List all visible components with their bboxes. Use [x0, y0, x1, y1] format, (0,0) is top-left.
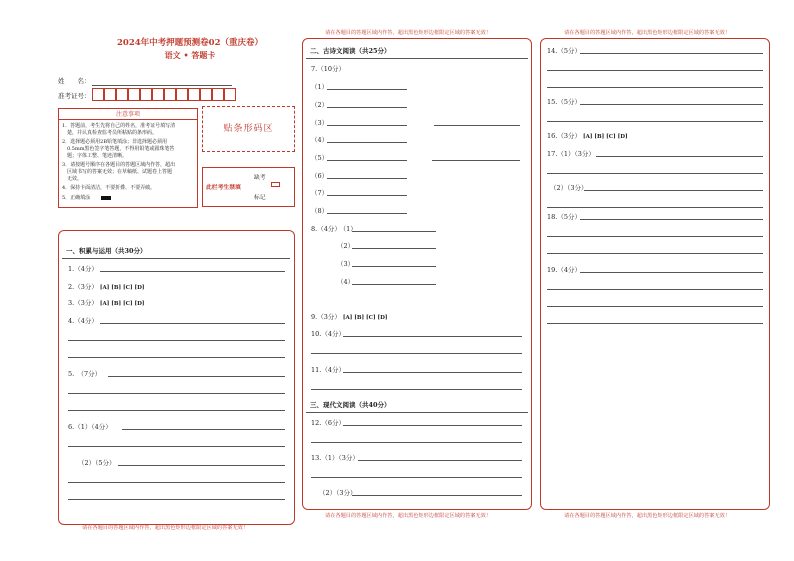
- q13-1-answer-line[interactable]: [311, 477, 522, 478]
- q7-item-1: （1）: [311, 83, 329, 91]
- q7-item-3: （3）: [311, 119, 329, 127]
- q5-answer-line[interactable]: [68, 393, 285, 394]
- id-label: 准考证号：: [58, 92, 91, 100]
- q13-1-answer-line[interactable]: [358, 460, 522, 461]
- q7-item-5: （5）: [311, 154, 329, 162]
- q6-1-answer-line[interactable]: [122, 429, 285, 430]
- section-2-divider: [306, 58, 528, 59]
- notice-line: 1．答题前，考生先将自己的姓名，准考证号填写清: [62, 123, 176, 129]
- page-title: 2024年中考押题预测卷02（重庆卷）: [117, 38, 263, 48]
- q7-item-6: （6）: [311, 172, 329, 180]
- q7-answer-line[interactable]: [327, 89, 407, 90]
- q8-item-2: （2）: [337, 242, 355, 250]
- q12-label: 12.（6分）: [311, 419, 345, 427]
- q8-answer-line[interactable]: [352, 284, 436, 285]
- q4-answer-line[interactable]: [68, 340, 285, 341]
- q13-2-label: （2）（3分）: [319, 489, 357, 497]
- q7-answer-line[interactable]: [432, 160, 520, 161]
- q14-answer-line[interactable]: [580, 53, 763, 54]
- q3-label: 3.（3分） [A] [B] [C] [D]: [68, 299, 145, 307]
- page-subtitle: 语文 • 答题卡: [164, 50, 216, 60]
- absent-bottom-label: 标记: [254, 195, 266, 201]
- q3-options[interactable]: [A] [B] [C] [D]: [99, 301, 145, 307]
- q14-label: 14.（5分）: [547, 47, 581, 55]
- notice-fill-example: 5．正确填涂: [62, 195, 91, 201]
- section-3-title: 三、现代文阅读（共40分）: [310, 401, 391, 409]
- q19-answer-line[interactable]: [547, 306, 763, 307]
- notice-title: 注意事项: [59, 109, 197, 120]
- panel-2-top-warning: 请在各题目的答题区域内作答，超出黑色矩形边框限定区域的答案无效！: [325, 30, 492, 36]
- q7-item-4: （4）: [311, 136, 329, 144]
- notice-line: 区域书写的答案无效；在草稿纸、试题卷上答题: [62, 169, 173, 175]
- q7-label: 7.（10分）: [311, 65, 345, 73]
- absent-top-label: 缺考: [254, 175, 266, 181]
- q11-answer-line[interactable]: [311, 389, 522, 390]
- q12-answer-line[interactable]: [343, 425, 522, 426]
- q7-item-2: （2）: [311, 101, 329, 109]
- q17-2-answer-line[interactable]: [547, 207, 763, 208]
- q14-answer-line[interactable]: [547, 87, 763, 88]
- q8-label: 8.（4分） （1）: [311, 225, 357, 233]
- q7-answer-line[interactable]: [327, 160, 407, 161]
- q5-label: 5. （7分）: [68, 370, 102, 378]
- q18-answer-line[interactable]: [547, 253, 763, 254]
- q9-label: 9.（3分） [A] [B] [C] [D]: [311, 313, 388, 321]
- q8-answer-line[interactable]: [352, 266, 436, 267]
- q17-2-answer-line[interactable]: [584, 190, 763, 191]
- q18-answer-line[interactable]: [547, 236, 763, 237]
- q4-answer-line[interactable]: [68, 357, 285, 358]
- section-1-title: 一、积累与运用（共30分）: [66, 247, 147, 255]
- q11-answer-line[interactable]: [343, 372, 522, 373]
- q8-answer-line[interactable]: [352, 231, 436, 232]
- q19-answer-line[interactable]: [547, 323, 763, 324]
- q7-answer-line[interactable]: [327, 195, 407, 196]
- q6-1-label: 6.（1）（4分）: [68, 423, 112, 431]
- q18-label: 18.（5分）: [547, 213, 581, 221]
- barcode-area: [202, 106, 295, 152]
- panel-3-top-warning: 请在各题目的答题区域内作答，超出黑色矩形边框限定区域的答案无效！: [564, 30, 731, 36]
- section-2-title: 二、古诗文阅读（共25分）: [310, 47, 391, 55]
- notice-line: 题；字体工整、笔迹清晰。: [62, 153, 128, 159]
- q8-answer-line[interactable]: [352, 248, 436, 249]
- q16-options[interactable]: [A] [B] [C] [D]: [582, 134, 628, 140]
- section-1-divider: [62, 258, 290, 259]
- q5-answer-line[interactable]: [68, 410, 285, 411]
- q14-answer-line[interactable]: [547, 70, 763, 71]
- q6-1-answer-line[interactable]: [68, 446, 285, 447]
- q7-item-7: （7）: [311, 189, 329, 197]
- q2-options[interactable]: [A] [B] [C] [D]: [99, 285, 145, 291]
- panel-1-warning: 请在各题目的答题区域内作答，超出黑色矩形边框限定区域的答案无效！: [82, 525, 249, 531]
- absent-checkbox[interactable]: [271, 182, 280, 187]
- q15-label: 15.（5分）: [547, 98, 581, 106]
- q7-answer-line[interactable]: [327, 125, 407, 126]
- q17-2-label: （2）（3分）: [550, 184, 588, 192]
- q17-1-label: 17.（1）（3分）: [547, 150, 595, 158]
- absent-note: 此栏考生禁填: [206, 185, 241, 191]
- section-3-divider: [306, 412, 528, 413]
- q17-1-answer-line[interactable]: [596, 156, 763, 157]
- q7-item-8: （8）: [311, 207, 329, 215]
- q2-label: 2.（3分） [A] [B] [C] [D]: [68, 283, 145, 291]
- q10-answer-line[interactable]: [311, 353, 522, 354]
- notice-line: 无效。: [62, 176, 83, 182]
- q19-label: 19.（4分）: [547, 266, 581, 274]
- q13-2-answer-line[interactable]: [352, 495, 522, 496]
- notice-box: [58, 108, 198, 208]
- notice-line: 楚，并认真检查监考员所粘贴的条形码。: [62, 130, 158, 136]
- q19-answer-line[interactable]: [547, 289, 763, 290]
- q12-answer-line[interactable]: [311, 442, 522, 443]
- q16-label: 16.（3分） [A] [B] [C] [D]: [547, 132, 628, 140]
- q8-item-3: （3）: [337, 260, 355, 268]
- absent-box: [202, 167, 295, 207]
- answer-panel-3: [540, 38, 770, 510]
- q18-answer-line[interactable]: [580, 219, 763, 220]
- q7-answer-line[interactable]: [327, 213, 407, 214]
- filled-mark-icon: [101, 196, 111, 200]
- q4-answer-line[interactable]: [100, 323, 285, 324]
- q9-options[interactable]: [A] [B] [C] [D]: [342, 315, 388, 321]
- q10-label: 10.（4分）: [311, 330, 345, 338]
- q11-label: 11.（4分）: [311, 366, 345, 374]
- q8-item-4: （4）: [337, 278, 355, 286]
- q6-2-answer-line[interactable]: [68, 499, 285, 500]
- name-field[interactable]: [92, 85, 232, 86]
- q15-answer-line[interactable]: [580, 104, 763, 105]
- name-label: 姓 名：: [58, 77, 91, 85]
- q13-1-label: 13.（1）（3分）: [311, 454, 359, 462]
- q7-answer-line[interactable]: [327, 178, 407, 179]
- q10-answer-line[interactable]: [343, 336, 522, 337]
- q15-answer-line[interactable]: [547, 121, 763, 122]
- q6-2-answer-line[interactable]: [68, 482, 285, 483]
- q4-label: 4.（4分）: [68, 317, 98, 325]
- q6-2-label: （2）（5分）: [78, 459, 116, 467]
- q19-answer-line[interactable]: [580, 272, 763, 273]
- answer-panel-2: [302, 38, 532, 510]
- barcode-label: 贴条形码区: [223, 124, 274, 134]
- notice-line: 3．请按题号顺序在各题目的答题区域内作答，超出: [62, 162, 176, 168]
- panel-3-bottom-warning: 请在各题目的答题区域内作答，超出黑色矩形边框限定区域的答案无效！: [564, 513, 731, 519]
- q7-answer-line[interactable]: [327, 142, 407, 143]
- q17-1-answer-line[interactable]: [547, 173, 763, 174]
- q1-answer-line[interactable]: [100, 271, 285, 272]
- q6-2-answer-line[interactable]: [118, 465, 285, 466]
- q7-answer-line[interactable]: [327, 107, 407, 108]
- notice-line: 4．保持卡面清洁，不要折叠、不要弄破。: [62, 185, 156, 191]
- notice-line: 2．选择题必须用2B铅笔填涂；非选择题必须用: [62, 139, 168, 145]
- panel-2-bottom-warning: 请在各题目的答题区域内作答，超出黑色矩形边框限定区域的答案无效！: [325, 513, 492, 519]
- notice-line: 0.5mm黑色签字笔答题，不得用铅笔或圆珠笔答: [62, 146, 175, 152]
- q5-answer-line[interactable]: [108, 376, 285, 377]
- q1-label: 1.（4分）: [68, 265, 98, 273]
- q7-answer-line[interactable]: [434, 125, 520, 126]
